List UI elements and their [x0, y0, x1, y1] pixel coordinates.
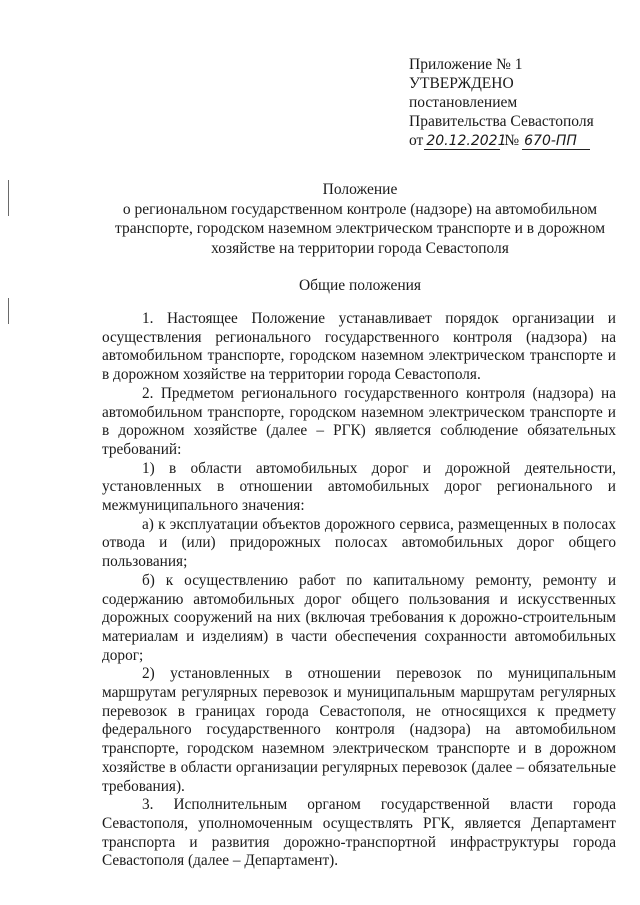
- decree-number: 670-ПП: [522, 133, 590, 150]
- paragraph: 2. Предметом регионального государственного контроля (надзора) на автомобильном транспорте, городском наземном электрическом транспорте и в дорожном хозяйстве (далее – РГК) является соблюдение обязательных требований:: [102, 384, 616, 458]
- document-body: [102, 310, 616, 871]
- paragraph: 2) установленных в отношении перевозок по муниципальным маршрутам регулярных перевозок и муниципальным маршрутам регулярных перевозок в границах города Севастополя, не относящихся к предмету федерального государственного контроля (надзора) на автомобильном транспорте, городском наземном электрическом транспорте и в дорожном хозяйстве в области организации регулярных перевозок (далее – обязательные требования).: [102, 665, 616, 795]
- number-prefix: №: [504, 132, 520, 149]
- government-label: Правительства Севастополя: [409, 113, 594, 130]
- from-prefix: от: [409, 132, 424, 149]
- title-line: хозяйстве на территории города Севастополя: [211, 239, 509, 257]
- title-line: Положение: [322, 181, 398, 198]
- title-line: о региональном государственном контроле (надзоре) на автомобильном: [122, 200, 598, 218]
- appendix-label: Приложение № 1: [409, 56, 523, 73]
- paragraph: 1) в области автомобильных дорог и дорожной деятельности, установленных в отношении автомобильных дорог регионального и межмуниципального значения:: [102, 459, 616, 515]
- section-heading: Общие положения: [298, 277, 422, 294]
- decree-date-number: [409, 131, 609, 150]
- paragraph: б) к осуществлению работ по капитальному ремонту, ремонту и содержанию автомобильных дорог общего пользования и искусственных дорожных сооружений на них (включая требования к дорожно-строительным материалам и изделиям) в части обеспечения сохранности автомобильных дорог;: [102, 571, 616, 664]
- scan-margin-mark: [8, 298, 9, 324]
- scan-margin-mark: [8, 180, 9, 216]
- title-line: транспорте, городском наземном электрическом транспорте и в дорожном: [114, 220, 605, 237]
- decree-date: 20.12.2021: [426, 133, 507, 149]
- paragraph: а) к эксплуатации объектов дорожного сервиса, размещенных в полосах отвода и (или) придорожных полосах автомобильных дорог общего пользования;: [102, 515, 616, 571]
- decree-label: постановлением: [409, 94, 518, 111]
- paragraph: 1. Настоящее Положение устанавливает порядок организации и осуществления регионального государственного контроля (надзора) на автомобильном транспорте, городском наземном электрическом транспорте и в дорожном хозяйстве на территории города Севастополя.: [102, 310, 616, 384]
- approval-stamp-block: [409, 55, 609, 150]
- document-title: [100, 180, 620, 258]
- paragraph: 3. Исполнительным органом государственной власти города Севастополя, уполномоченным осуществлять РГК, является Департамент транспорта и развития дорожно-транспортной инфраструктуры города Севастополя (далее – Департамент).: [102, 796, 616, 870]
- approved-label: УТВЕРЖДЕНО: [409, 75, 514, 92]
